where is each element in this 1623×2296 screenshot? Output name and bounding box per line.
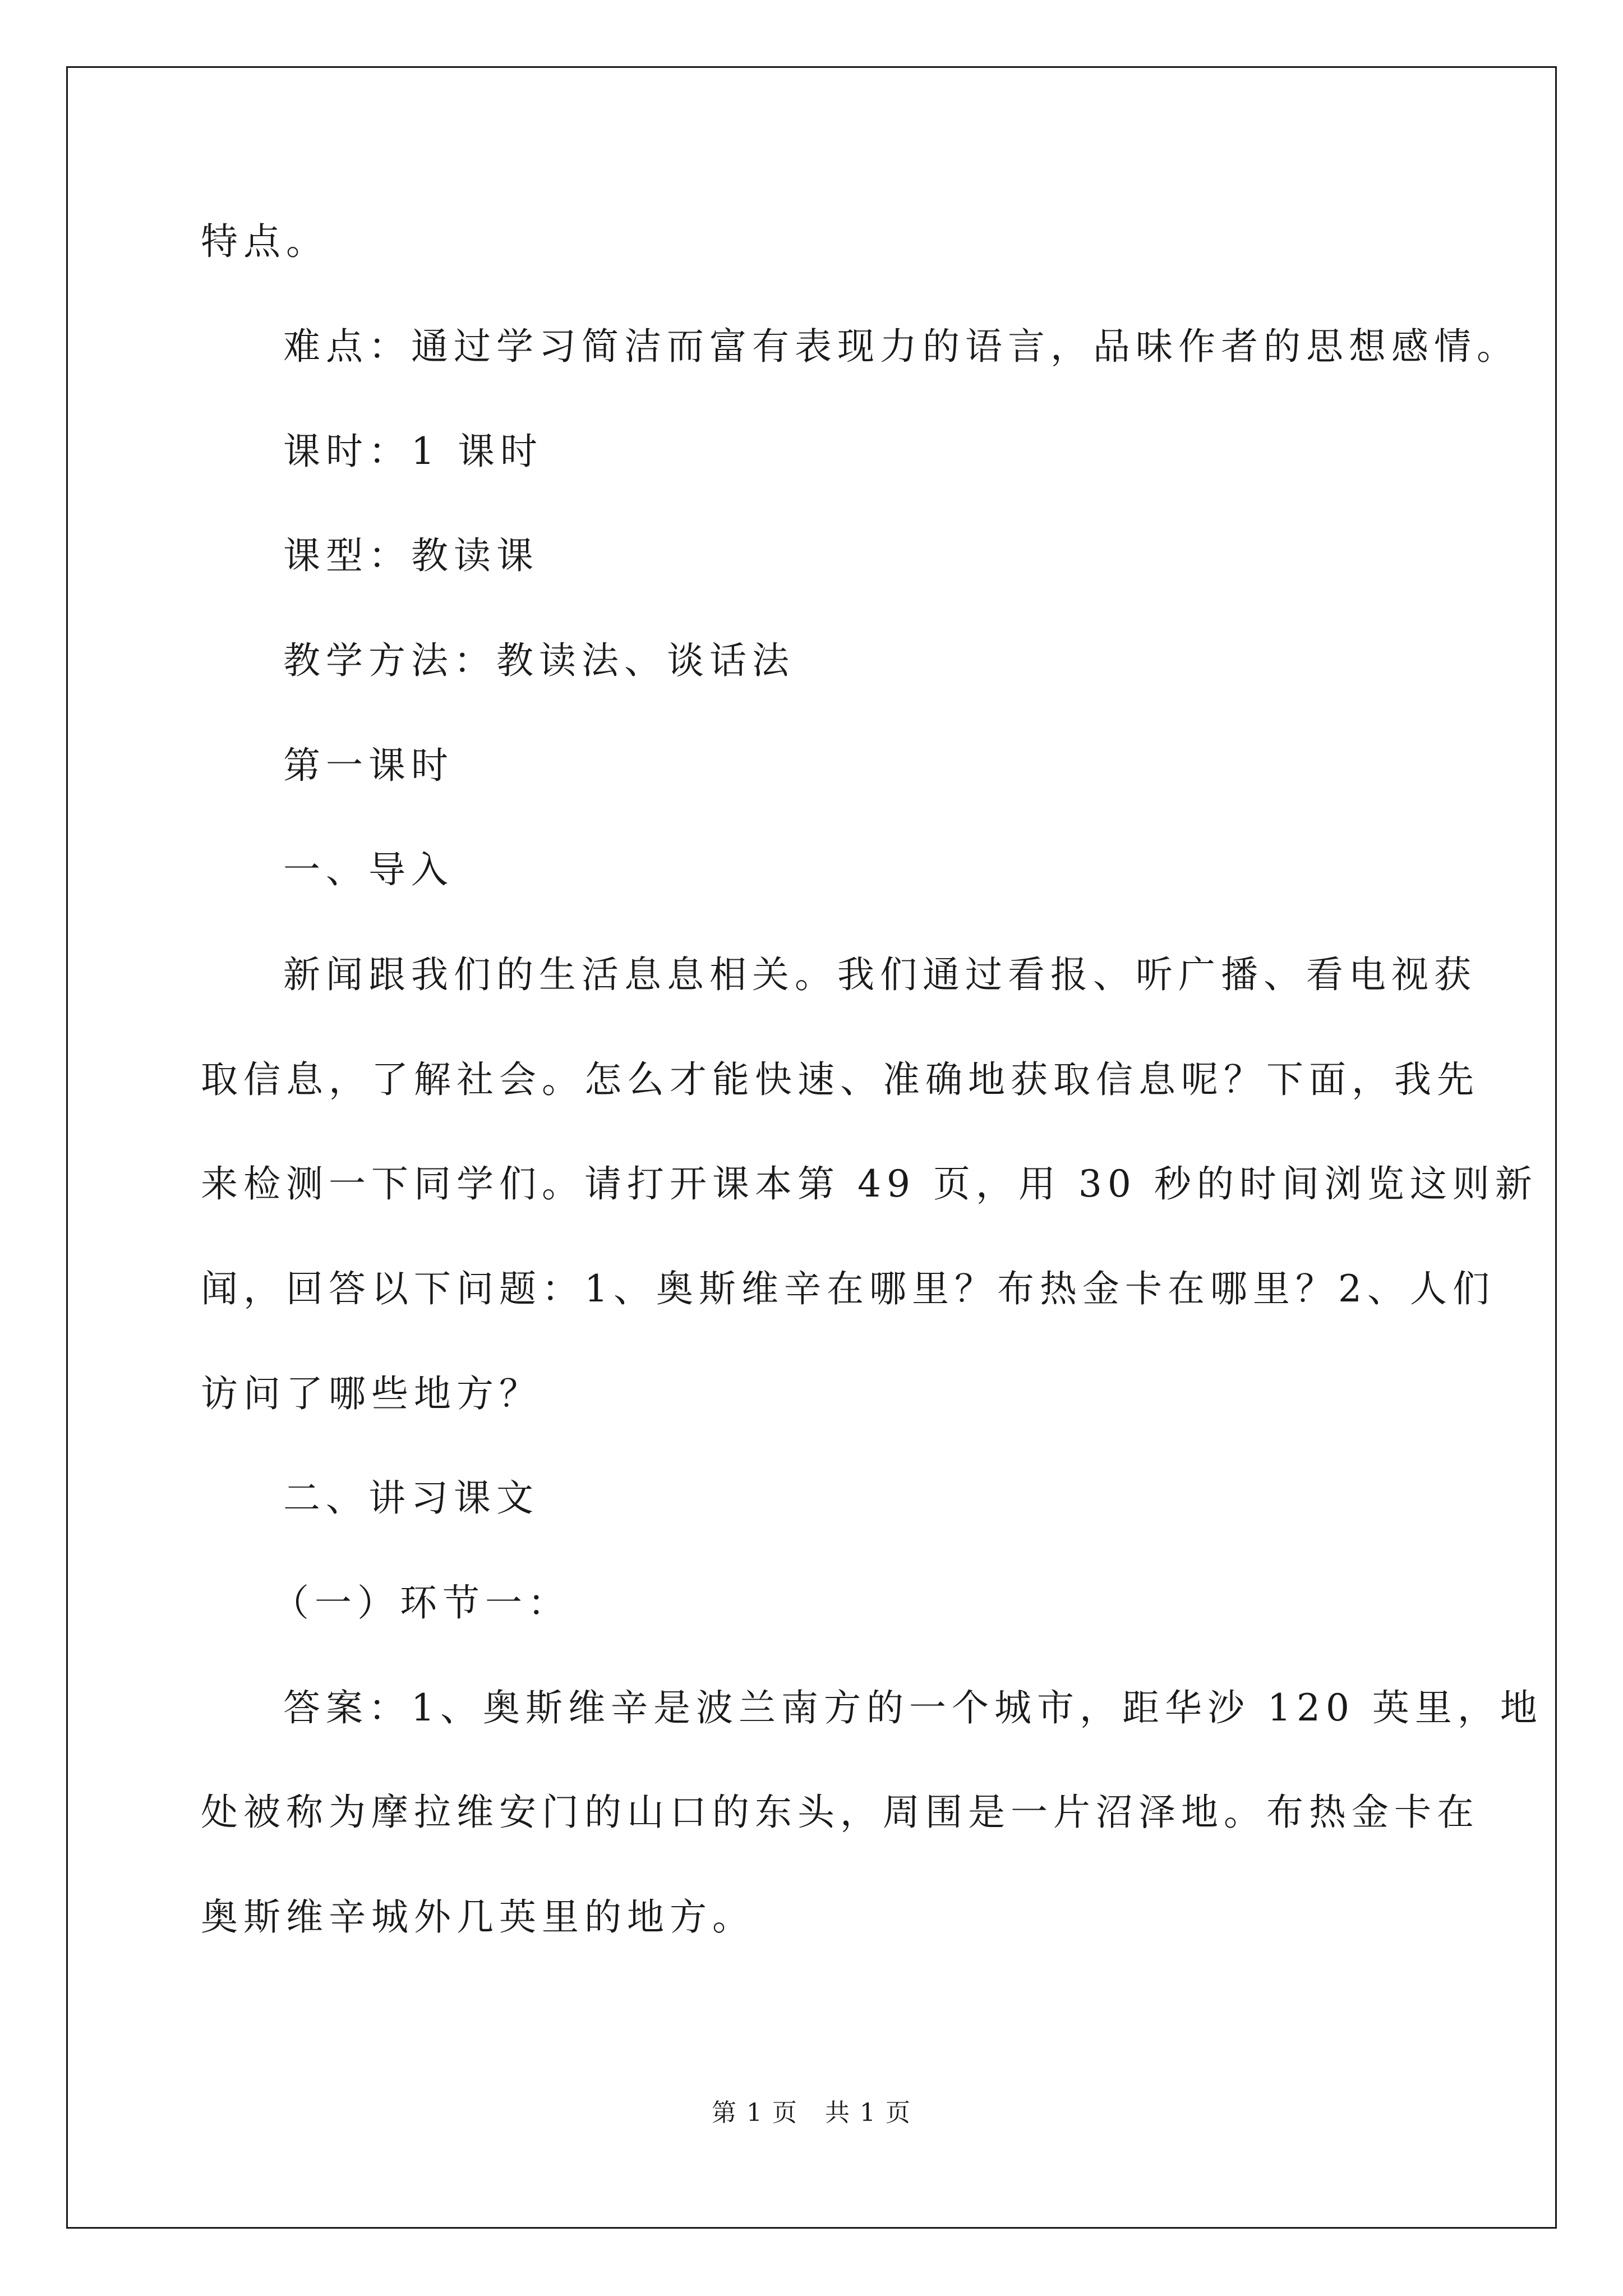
text-line: 特点。 (201, 220, 329, 263)
text-line: 来检测一下同学们。请打开课本第 49 页，用 30 秒的时间浏览这则新 (201, 1162, 1538, 1205)
text-line: 二、讲习课文 (283, 1476, 539, 1520)
text-line: 难点：通过学习简洁而富有表现力的语言，品味作者的思想感情。 (283, 325, 1519, 368)
text-line: 教学方法：教读法、谈话法 (283, 639, 795, 682)
page-number-footer: 第 1 页 共 1 页 (712, 2099, 911, 2127)
text-line: 新闻跟我们的生活息息相关。我们通过看报、听广播、看电视获 (283, 953, 1477, 996)
text-line: 取信息，了解社会。怎么才能快速、准确地获取信息呢？下面，我先 (201, 1058, 1479, 1101)
text-line: 第一课时 (283, 744, 454, 787)
text-line: 处被称为摩拉维安门的山口的东头，周围是一片沼泽地。布热金卡在 (201, 1791, 1479, 1834)
text-line: （一）环节一： (272, 1581, 570, 1625)
text-line: 奥斯维辛城外几英里的地方。 (201, 1895, 755, 1939)
text-line: 一、导入 (283, 848, 454, 891)
text-line: 答案：1、奥斯维辛是波兰南方的一个城市，距华沙 120 英里，地 (283, 1686, 1543, 1729)
text-line: 课型：教读课 (283, 534, 539, 577)
text-line: 访问了哪些地方？ (201, 1372, 542, 1415)
text-line: 闻，回答以下问题：1、奥斯维辛在哪里？布热金卡在哪里？2、人们 (201, 1267, 1495, 1310)
text-line: 课时：1 课时 (283, 430, 543, 473)
